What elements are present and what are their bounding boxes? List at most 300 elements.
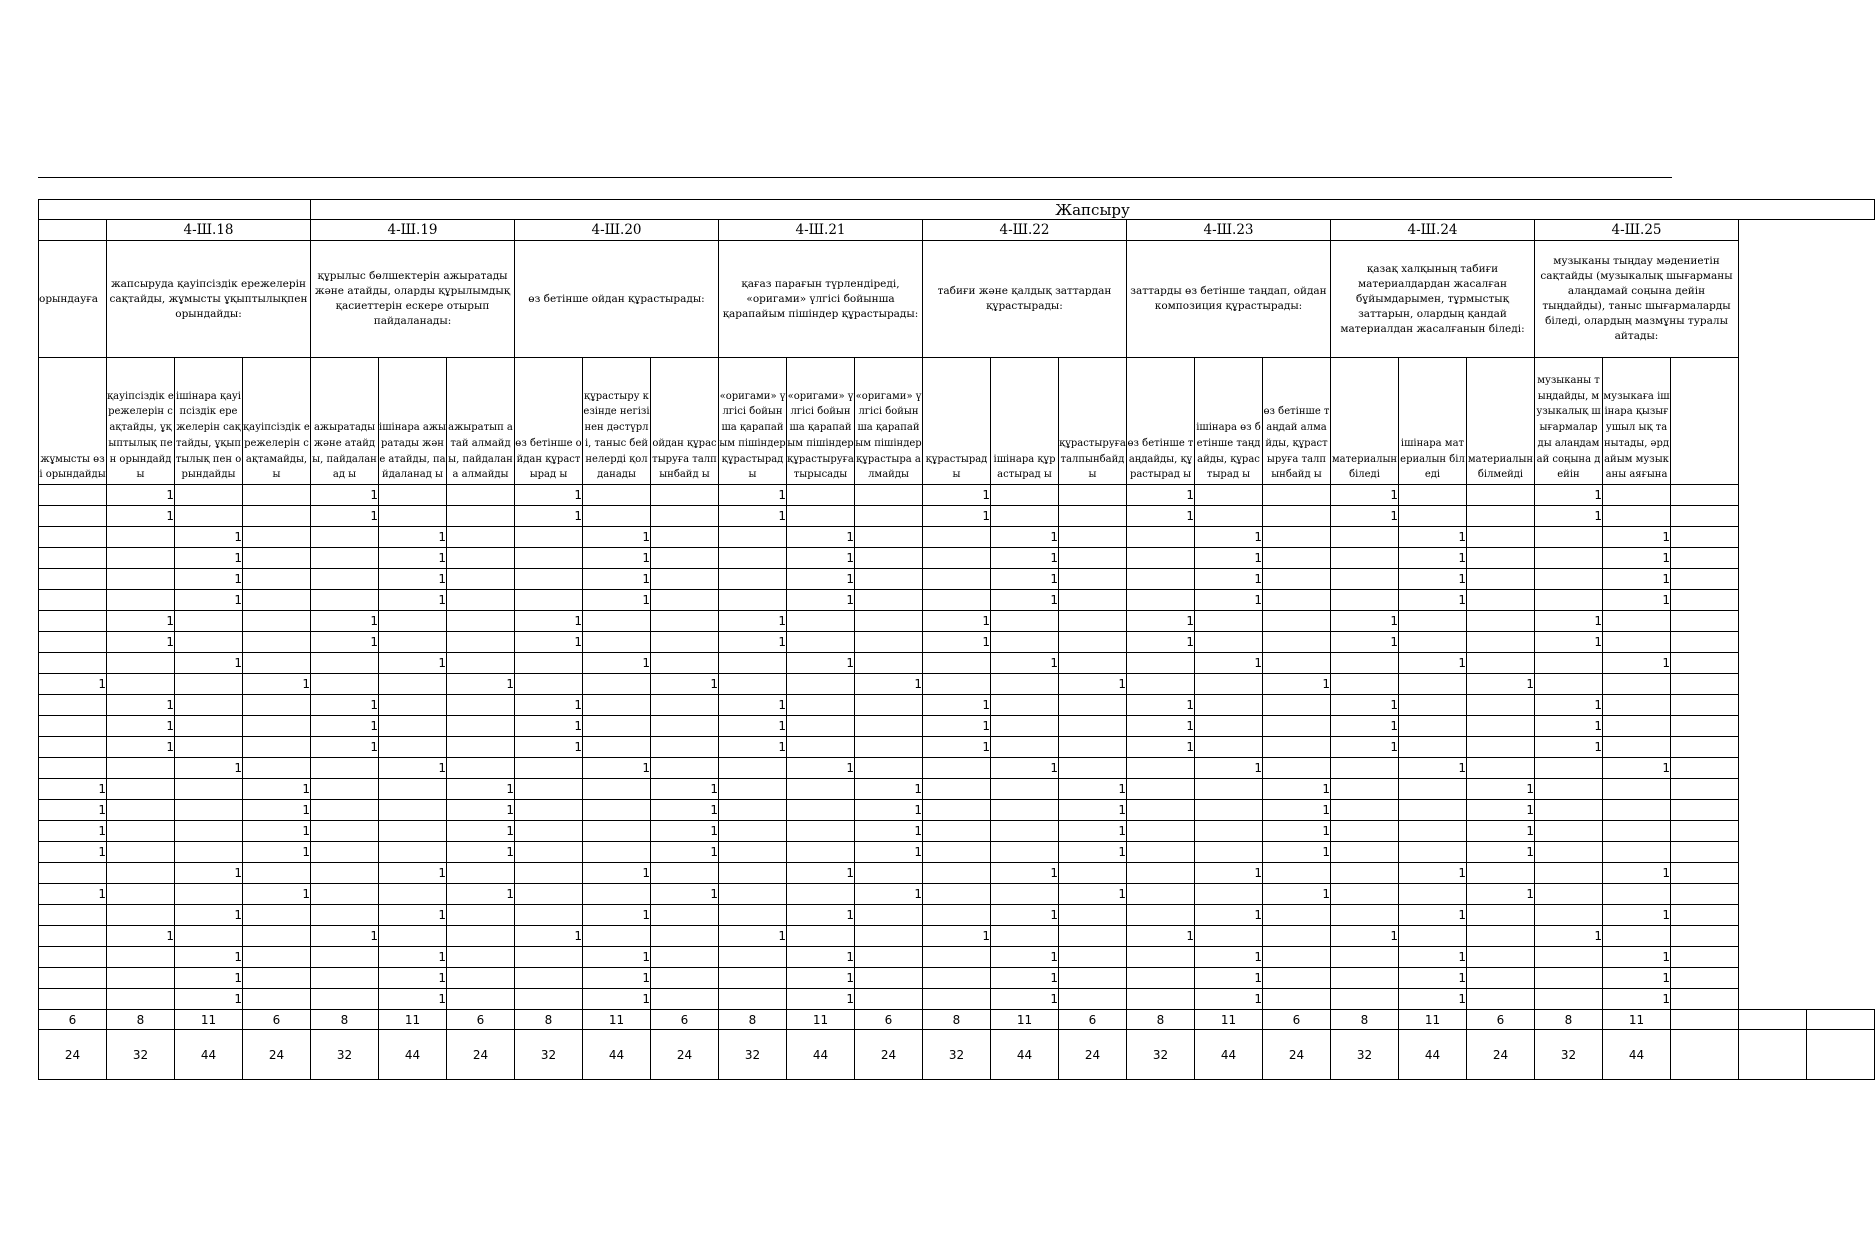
score-cell: [1263, 905, 1331, 926]
score-cell: [1399, 821, 1467, 842]
score-mark: 1: [787, 548, 855, 569]
score-cell: [1467, 737, 1535, 758]
score-cell: [1263, 527, 1331, 548]
score-cell: [583, 506, 651, 527]
score-cell: [243, 947, 311, 968]
score-cell: [1467, 485, 1535, 506]
score-cell: [1399, 716, 1467, 737]
score-cell: [1331, 527, 1399, 548]
score-cell: [1467, 716, 1535, 737]
score-cell: [1263, 716, 1331, 737]
score-cell: [1127, 905, 1195, 926]
score-cell: [107, 863, 175, 884]
score-cell: [515, 674, 583, 695]
score-cell: [447, 716, 515, 737]
total-cell: [1671, 1010, 1739, 1030]
total-cell: [1671, 1030, 1739, 1080]
score-cell: [719, 968, 787, 989]
score-mark: 1: [1535, 506, 1603, 527]
score-mark: 1: [1195, 590, 1263, 611]
score-cell: [855, 611, 923, 632]
score-mark: 1: [855, 884, 923, 905]
score-mark: 1: [991, 590, 1059, 611]
score-cell: [1059, 632, 1127, 653]
total-cell: 44: [583, 1030, 651, 1080]
indicator-description: табиғи және қалдық заттардан құрастырады:: [923, 241, 1127, 358]
score-mark: 1: [1399, 569, 1467, 590]
criterion-label: құрастыру кезінде негізінен дәстүрлі, таныс бейнелерді қолданады: [583, 390, 650, 481]
score-mark: 1: [175, 989, 243, 1010]
score-cell: [1399, 842, 1467, 863]
score-cell: [787, 506, 855, 527]
score-cell: [1059, 485, 1127, 506]
score-cell: [787, 674, 855, 695]
score-cell: [515, 590, 583, 611]
score-mark: 1: [515, 485, 583, 506]
score-mark: 1: [583, 863, 651, 884]
score-mark: 1: [719, 926, 787, 947]
score-cell: [1331, 548, 1399, 569]
score-cell: [855, 863, 923, 884]
total-cell: 11: [1603, 1010, 1671, 1030]
score-cell: [1331, 905, 1399, 926]
score-cell: [1603, 926, 1671, 947]
score-cell: [719, 674, 787, 695]
score-cell: [515, 548, 583, 569]
score-cell: [923, 653, 991, 674]
criterion-header: [243, 358, 311, 485]
criterion-label: «оригами» үлгісі бойынша қарапайым пішіндер құрастырад ы: [719, 390, 786, 481]
criterion-label: ішінара өз бетінше таңдайды, құрастырад ы: [1196, 422, 1261, 481]
score-cell: [991, 716, 1059, 737]
score-cell: [515, 863, 583, 884]
score-cell: [39, 968, 107, 989]
score-cell: [175, 485, 243, 506]
score-cell: [1603, 506, 1671, 527]
score-cell: [311, 842, 379, 863]
table-row: [39, 548, 1875, 569]
score-mark: 1: [107, 695, 175, 716]
score-cell: [651, 758, 719, 779]
score-cell: [447, 926, 515, 947]
criterion-header: [583, 358, 651, 485]
score-cell: [379, 926, 447, 947]
criterion-header: [447, 358, 515, 485]
score-mark: 1: [651, 884, 719, 905]
score-cell: [855, 947, 923, 968]
score-cell: [1671, 548, 1739, 569]
criterion-label: ажыратып атай алмайды, пайдалана алмайды: [448, 422, 513, 481]
score-cell: [175, 695, 243, 716]
total-cell: [1739, 1010, 1807, 1030]
score-cell: [1603, 632, 1671, 653]
score-cell: [1535, 884, 1603, 905]
table-row: [39, 716, 1875, 737]
table-row: [39, 674, 1875, 695]
score-mark: 1: [1127, 506, 1195, 527]
score-cell: [855, 506, 923, 527]
score-cell: [855, 695, 923, 716]
score-cell: [107, 884, 175, 905]
score-mark: 1: [787, 653, 855, 674]
indicator-code-row: [39, 220, 1875, 241]
score-cell: [1671, 842, 1739, 863]
score-cell: [787, 821, 855, 842]
score-cell: [175, 632, 243, 653]
score-cell: [311, 590, 379, 611]
score-cell: [515, 947, 583, 968]
score-cell: [447, 632, 515, 653]
assessment-sheet: [38, 199, 1733, 1080]
total-cell: 32: [107, 1030, 175, 1080]
score-mark: 1: [243, 821, 311, 842]
score-cell: [447, 569, 515, 590]
score-mark: 1: [39, 674, 107, 695]
score-cell: [1467, 695, 1535, 716]
score-cell: [515, 779, 583, 800]
score-mark: 1: [991, 758, 1059, 779]
score-cell: [923, 842, 991, 863]
criterion-header: [379, 358, 447, 485]
score-cell: [1263, 611, 1331, 632]
score-cell: [855, 485, 923, 506]
total-cell: 24: [1467, 1030, 1535, 1080]
score-cell: [175, 716, 243, 737]
score-mark: 1: [515, 926, 583, 947]
score-cell: [651, 695, 719, 716]
score-cell: [1263, 590, 1331, 611]
score-cell: [923, 674, 991, 695]
total-cell: 11: [1399, 1010, 1467, 1030]
score-mark: 1: [311, 506, 379, 527]
score-mark: 1: [1331, 632, 1399, 653]
criterion-header: [787, 358, 855, 485]
score-mark: 1: [1331, 695, 1399, 716]
criterion-header: [175, 358, 243, 485]
score-cell: [243, 506, 311, 527]
score-mark: 1: [1467, 842, 1535, 863]
score-cell: [1467, 947, 1535, 968]
score-mark: 1: [1263, 779, 1331, 800]
total-cell: 11: [1195, 1010, 1263, 1030]
score-cell: [1195, 884, 1263, 905]
score-cell: [991, 695, 1059, 716]
score-cell: [1399, 695, 1467, 716]
score-cell: [243, 758, 311, 779]
indicator-code: 4-Ш.19: [311, 220, 515, 241]
table-row: [39, 590, 1875, 611]
score-mark: 1: [379, 653, 447, 674]
score-cell: [1467, 611, 1535, 632]
score-mark: 1: [991, 548, 1059, 569]
score-mark: 1: [311, 716, 379, 737]
score-cell: [1331, 779, 1399, 800]
score-cell: [1535, 527, 1603, 548]
total-cell: 24: [855, 1030, 923, 1080]
total-cell: 24: [243, 1030, 311, 1080]
score-mark: 1: [719, 695, 787, 716]
criterion-label: музыкаға ішінара қызығушыл ық танытады, әрдайым музыканы аяғына: [1603, 390, 1670, 481]
score-mark: 1: [1399, 758, 1467, 779]
score-mark: 1: [515, 716, 583, 737]
score-cell: [39, 716, 107, 737]
criterion-label: материалын біледі: [1331, 453, 1398, 481]
criterion-header: [1263, 358, 1331, 485]
criterion-label: музыканы тыңдайды, музыкалық шығармалар ды алаңдамай соңына дейін: [1536, 375, 1601, 481]
score-cell: [1059, 653, 1127, 674]
score-cell: [923, 863, 991, 884]
score-cell: [39, 653, 107, 674]
score-cell: [1059, 926, 1127, 947]
score-cell: [991, 800, 1059, 821]
score-cell: [1059, 989, 1127, 1010]
criterion-header: [1467, 358, 1535, 485]
score-cell: [107, 800, 175, 821]
score-cell: [651, 527, 719, 548]
score-mark: 1: [447, 674, 515, 695]
table-row: [39, 527, 1875, 548]
score-cell: [1331, 947, 1399, 968]
score-cell: [243, 737, 311, 758]
score-cell: [651, 716, 719, 737]
score-mark: 1: [107, 485, 175, 506]
totals-row-sums: [39, 1030, 1875, 1080]
score-cell: [39, 989, 107, 1010]
score-mark: 1: [379, 905, 447, 926]
score-cell: [1195, 779, 1263, 800]
criterion-header: [1603, 358, 1671, 485]
score-mark: 1: [447, 884, 515, 905]
score-cell: [719, 548, 787, 569]
score-cell: [651, 947, 719, 968]
score-mark: 1: [719, 485, 787, 506]
score-cell: [107, 905, 175, 926]
score-mark: 1: [719, 611, 787, 632]
criterion-label: ойдан құрастыруға талпынбайд ы: [652, 437, 717, 481]
score-cell: [515, 989, 583, 1010]
score-mark: 1: [515, 737, 583, 758]
score-mark: 1: [311, 926, 379, 947]
score-cell: [39, 548, 107, 569]
score-cell: [651, 905, 719, 926]
score-cell: [991, 737, 1059, 758]
score-mark: 1: [583, 758, 651, 779]
score-cell: [1127, 653, 1195, 674]
score-cell: [447, 737, 515, 758]
score-cell: [311, 758, 379, 779]
total-cell: 32: [1535, 1030, 1603, 1080]
score-cell: [39, 863, 107, 884]
score-cell: [107, 842, 175, 863]
score-mark: 1: [1127, 716, 1195, 737]
top-rule: [38, 177, 1672, 178]
score-mark: 1: [515, 632, 583, 653]
criterion-header: [991, 358, 1059, 485]
score-mark: 1: [1195, 653, 1263, 674]
score-cell: [991, 821, 1059, 842]
score-cell: [1535, 569, 1603, 590]
score-cell: [1127, 779, 1195, 800]
score-cell: [1467, 506, 1535, 527]
score-mark: 1: [1535, 485, 1603, 506]
score-cell: [1671, 527, 1739, 548]
score-cell: [1195, 926, 1263, 947]
score-mark: 1: [1127, 485, 1195, 506]
score-mark: 1: [243, 800, 311, 821]
score-mark: 1: [1535, 695, 1603, 716]
total-cell: 44: [991, 1030, 1059, 1080]
score-cell: [787, 779, 855, 800]
table-row: [39, 569, 1875, 590]
score-mark: 1: [1195, 548, 1263, 569]
criterion-header: [107, 358, 175, 485]
score-mark: 1: [175, 548, 243, 569]
total-cell: 44: [1195, 1030, 1263, 1080]
score-cell: [243, 527, 311, 548]
score-cell: [447, 506, 515, 527]
score-cell: [107, 653, 175, 674]
score-cell: [1263, 506, 1331, 527]
score-cell: [583, 779, 651, 800]
score-cell: [175, 926, 243, 947]
score-cell: [651, 989, 719, 1010]
score-cell: [515, 653, 583, 674]
score-cell: [311, 947, 379, 968]
score-mark: 1: [1535, 737, 1603, 758]
score-cell: [1535, 653, 1603, 674]
indicator-description: құрылыс бөлшектерін ажыратады және атайды, оларды құрылымдық қасиеттерін ескере отырып пайдаланады:: [311, 241, 515, 358]
score-mark: 1: [175, 590, 243, 611]
score-mark: 1: [991, 989, 1059, 1010]
score-cell: [1195, 611, 1263, 632]
total-cell: 6: [1467, 1010, 1535, 1030]
score-mark: 1: [651, 821, 719, 842]
criterion-label: ішінара құрастырад ы: [993, 453, 1056, 481]
score-mark: 1: [175, 863, 243, 884]
score-cell: [1399, 485, 1467, 506]
score-mark: 1: [1059, 842, 1127, 863]
score-mark: 1: [719, 716, 787, 737]
score-cell: [39, 632, 107, 653]
score-cell: [991, 611, 1059, 632]
score-cell: [719, 569, 787, 590]
criterion-label: ішінара қауіпсіздік ережелерін сақтайды, ұқыптылық пен орындайды: [175, 390, 242, 481]
criterion-label: құрастыруға талпынбайд ы: [1059, 437, 1126, 481]
score-mark: 1: [1263, 821, 1331, 842]
score-cell: [855, 926, 923, 947]
score-mark: 1: [787, 527, 855, 548]
total-cell: [1739, 1030, 1807, 1080]
score-cell: [583, 611, 651, 632]
score-mark: 1: [1603, 863, 1671, 884]
total-cell: 6: [855, 1010, 923, 1030]
score-cell: [719, 527, 787, 548]
criterion-label: «оригами» үлгісі бойынша қарапайым пішіндер құрастыра алмайды: [855, 390, 922, 481]
score-mark: 1: [719, 506, 787, 527]
score-cell: [787, 716, 855, 737]
score-cell: [787, 485, 855, 506]
score-cell: [1603, 884, 1671, 905]
score-mark: 1: [1059, 800, 1127, 821]
score-cell: [447, 758, 515, 779]
score-cell: [1263, 989, 1331, 1010]
score-mark: 1: [447, 842, 515, 863]
score-cell: [1671, 905, 1739, 926]
score-cell: [923, 779, 991, 800]
score-cell: [787, 926, 855, 947]
score-mark: 1: [787, 905, 855, 926]
score-cell: [1671, 653, 1739, 674]
score-cell: [1059, 548, 1127, 569]
score-cell: [1671, 800, 1739, 821]
score-mark: 1: [107, 611, 175, 632]
score-mark: 1: [583, 653, 651, 674]
score-cell: [1263, 926, 1331, 947]
score-mark: 1: [1263, 842, 1331, 863]
score-cell: [1263, 863, 1331, 884]
score-mark: 1: [175, 905, 243, 926]
score-cell: [1467, 926, 1535, 947]
score-mark: 1: [1195, 569, 1263, 590]
score-cell: [1331, 758, 1399, 779]
score-mark: 1: [515, 506, 583, 527]
total-cell: 44: [1399, 1030, 1467, 1080]
score-cell: [1127, 842, 1195, 863]
score-mark: 1: [1399, 989, 1467, 1010]
score-cell: [1127, 989, 1195, 1010]
score-cell: [447, 989, 515, 1010]
table-row: [39, 821, 1875, 842]
score-mark: 1: [991, 653, 1059, 674]
score-cell: [1263, 485, 1331, 506]
table-row: [39, 926, 1875, 947]
score-cell: [1535, 590, 1603, 611]
score-cell: [243, 863, 311, 884]
score-cell: [719, 905, 787, 926]
score-cell: [447, 905, 515, 926]
score-cell: [1399, 632, 1467, 653]
score-mark: 1: [1603, 968, 1671, 989]
score-cell: [583, 926, 651, 947]
score-mark: 1: [1467, 800, 1535, 821]
score-cell: [855, 989, 923, 1010]
score-cell: [991, 506, 1059, 527]
total-cell: 8: [923, 1010, 991, 1030]
score-cell: [923, 905, 991, 926]
score-mark: 1: [1399, 548, 1467, 569]
score-mark: 1: [583, 905, 651, 926]
score-cell: [1467, 569, 1535, 590]
score-mark: 1: [1467, 821, 1535, 842]
score-cell: [1059, 947, 1127, 968]
score-cell: [1195, 821, 1263, 842]
score-cell: [311, 674, 379, 695]
criterion-label: ішінара ажыратады және атайды, пайдаланад ы: [379, 422, 446, 481]
score-mark: 1: [787, 590, 855, 611]
score-mark: 1: [107, 926, 175, 947]
criterion-header: [1059, 358, 1127, 485]
score-mark: 1: [583, 527, 651, 548]
score-mark: 1: [991, 569, 1059, 590]
score-cell: [379, 506, 447, 527]
score-cell: [447, 695, 515, 716]
score-cell: [515, 884, 583, 905]
score-cell: [1535, 758, 1603, 779]
score-cell: [1671, 590, 1739, 611]
score-cell: [1195, 842, 1263, 863]
score-cell: [855, 758, 923, 779]
score-mark: 1: [583, 947, 651, 968]
